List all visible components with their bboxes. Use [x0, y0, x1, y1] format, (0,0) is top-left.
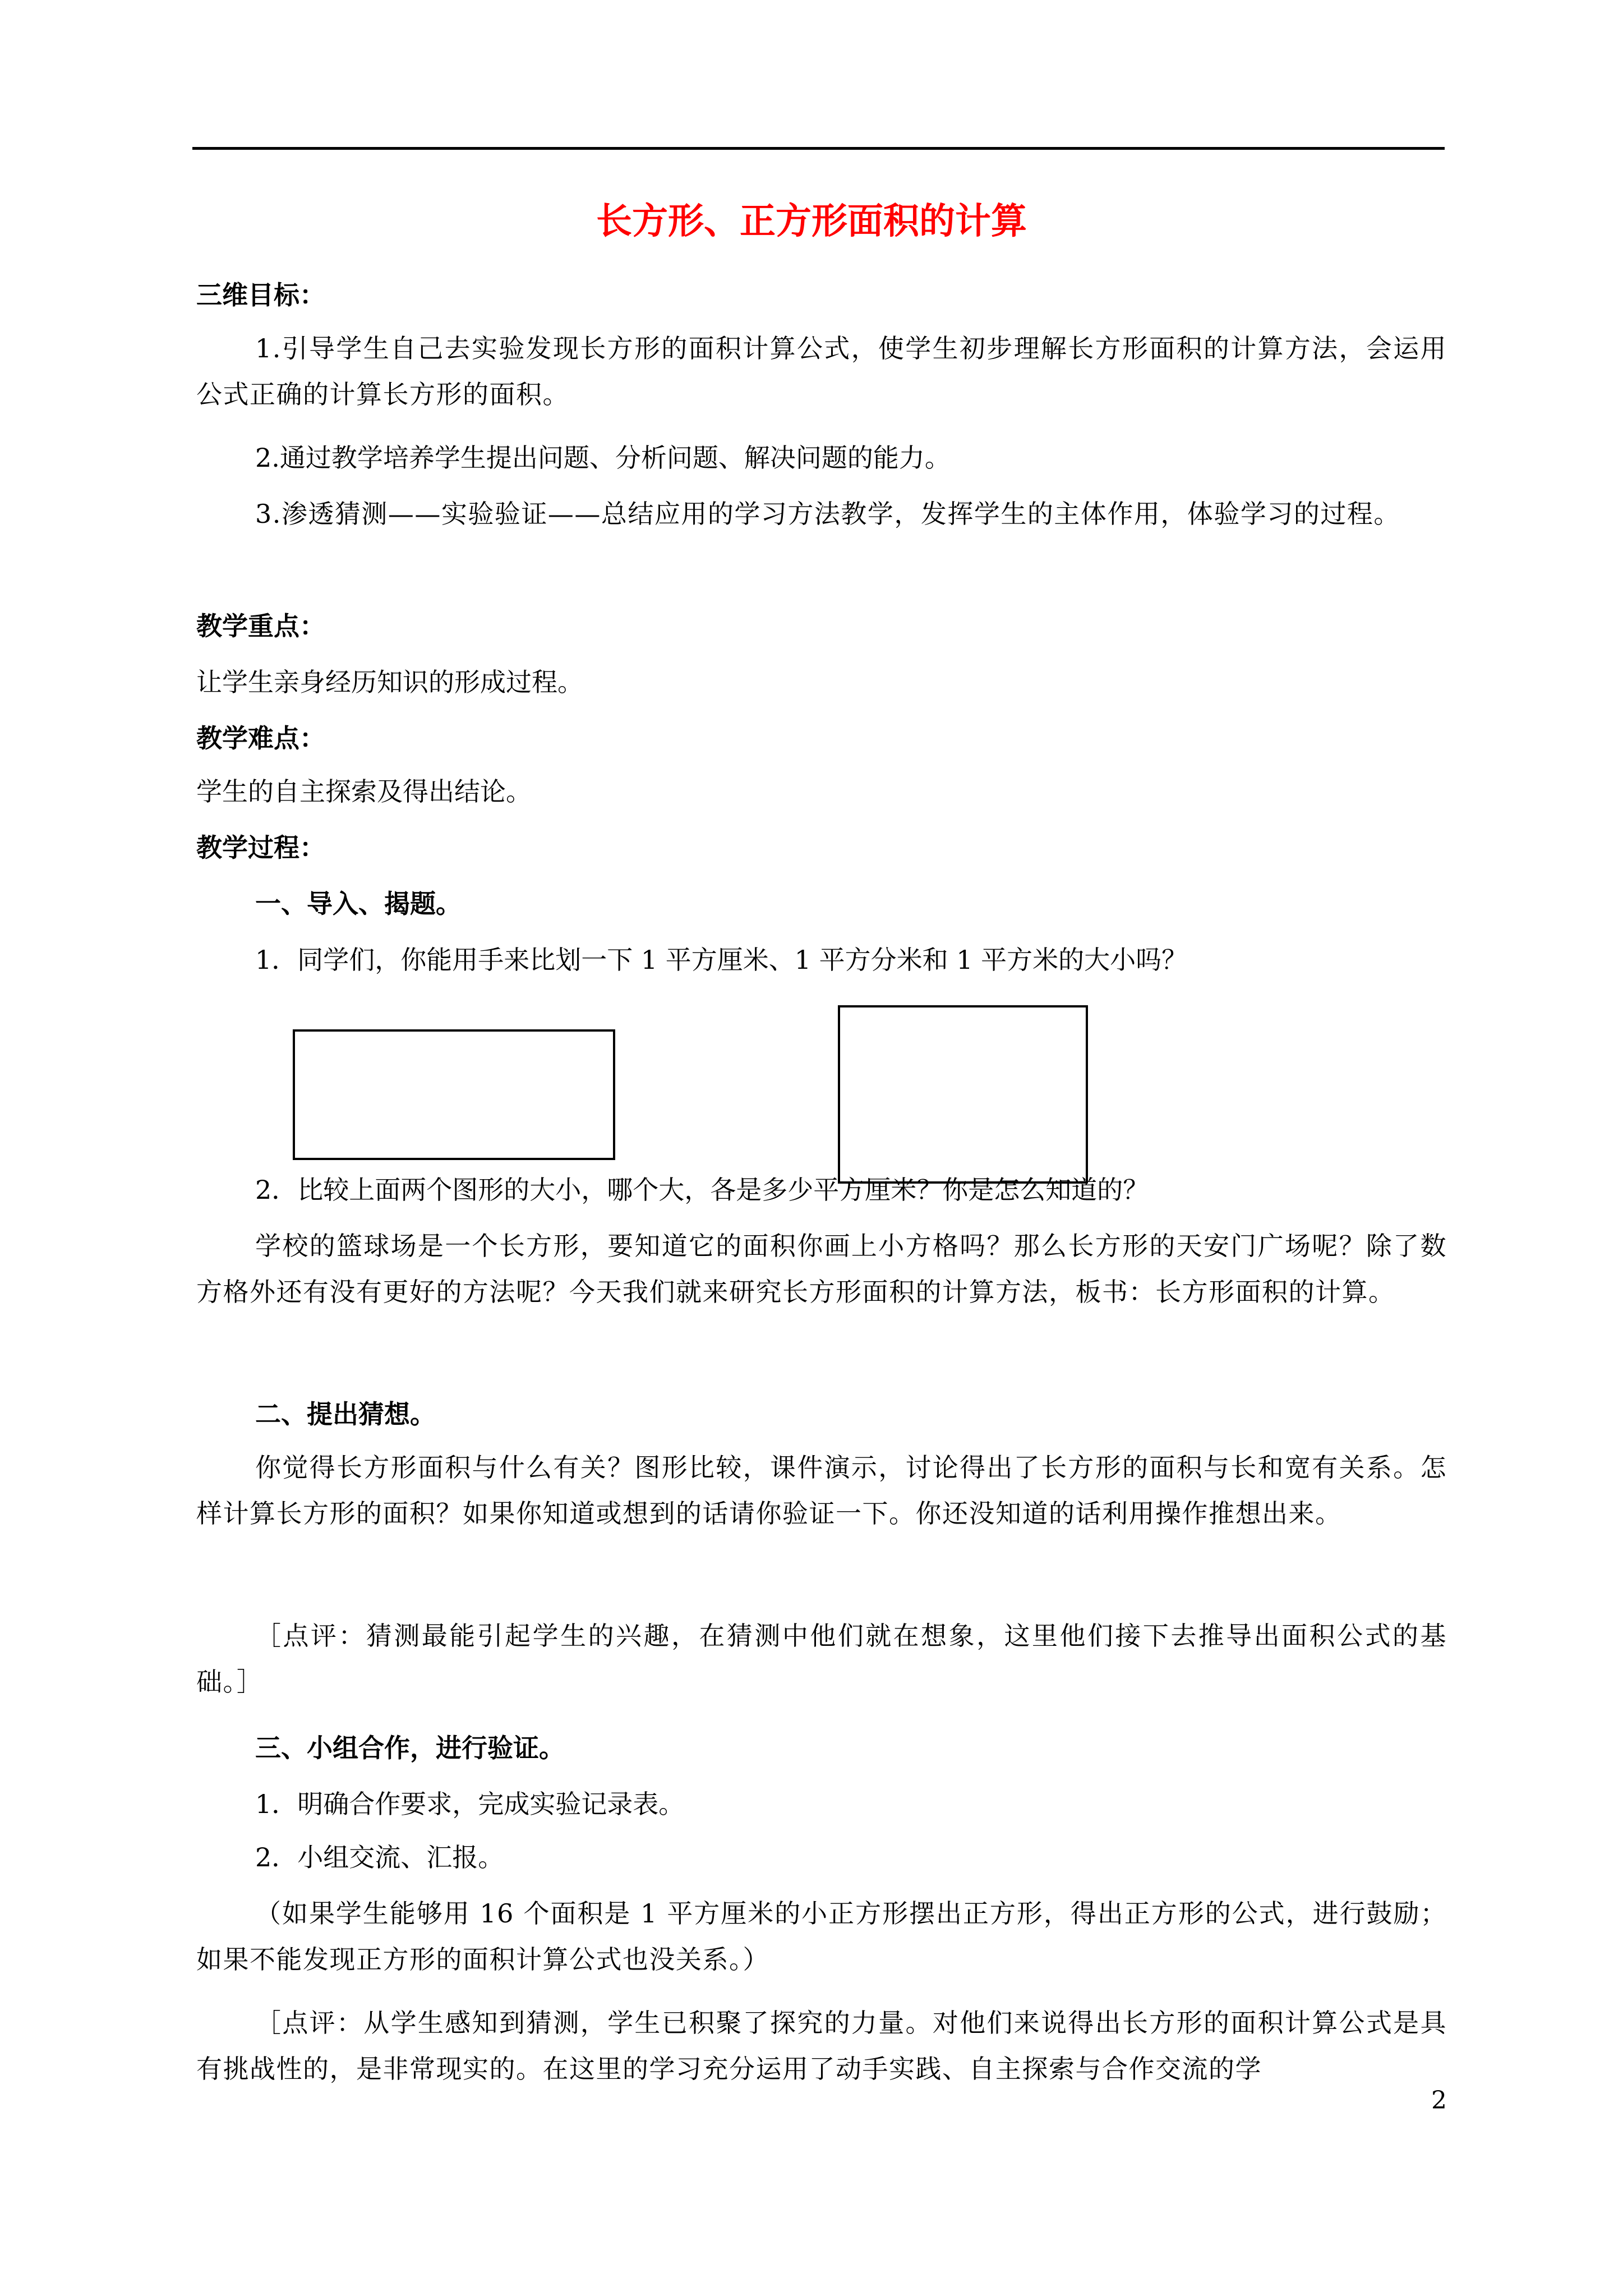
page-number: 2 — [1431, 2086, 1447, 2115]
difficulty-heading: 教学难点： — [196, 723, 325, 753]
difficulty-text: 学生的自主探索及得出结论。 — [196, 776, 532, 807]
section3-step-2: 2．小组交流、汇报。 — [255, 1842, 504, 1872]
section3-note: （如果学生能够用 16 个面积是 1 平方厘米的小正方形摆出正方形，得出正方形的公式，进行鼓励；如果不能发现正方形的面积计算公式也没关系。） — [196, 1898, 1447, 1975]
section2-heading: 二、提出猜想。 — [255, 1399, 436, 1429]
goal-item-2: 2.通过教学培养学生提出问题、分析问题、解决问题的能力。 — [255, 443, 951, 473]
section2-paragraph: 你觉得长方形面积与什么有关？图形比较，课件演示，讨论得出了长方形的面积与长和宽有关系。怎样计算长方形的面积？如果你知道或想到的话请你验证一下。你还没知道的话利用操作推想出来。 — [196, 1452, 1447, 1529]
key-point-heading: 教学重点： — [196, 611, 325, 641]
rectangle-figure — [293, 1029, 615, 1160]
section2-comment: ［点评：猜测最能引起学生的兴趣，在猜测中他们就在想象，这里他们接下去推导出面积公式的基础。］ — [196, 1621, 1447, 1697]
goal-item-1: 1.引导学生自己去实验发现长方形的面积计算公式，使学生初步理解长方形面积的计算方法，会运用公式正确的计算长方形的面积。 — [196, 333, 1447, 409]
key-point-text: 让学生亲身经历知识的形成过程。 — [196, 667, 583, 697]
header-rule — [192, 147, 1445, 150]
document-title: 长方形、正方形面积的计算 — [596, 200, 1027, 242]
section1-question-1: 1．同学们，你能用手来比划一下 1 平方厘米、1 平方分米和 1 平方米的大小吗？ — [255, 945, 1188, 975]
goal-item-3: 3.渗透猜测——实验验证——总结应用的学习方法教学，发挥学生的主体作用，体验学习的过程。 — [255, 499, 1400, 529]
section1-heading: 一、导入、揭题。 — [255, 889, 462, 919]
section3-comment: ［点评：从学生感知到猜测，学生已积聚了探究的力量。对他们来说得出长方形的面积计算公式是具有挑战性的，是非常现实的。在这里的学习充分运用了动手实践、自主探索与合作交流的学 — [196, 2008, 1447, 2084]
process-heading: 教学过程： — [196, 832, 325, 863]
goals-heading: 三维目标： — [196, 280, 325, 310]
section1-paragraph: 学校的篮球场是一个长方形，要知道它的面积你画上小方格吗？那么长方形的天安门广场呢？除了数方格外还有没有更好的方法呢？今天我们就来研究长方形面积的计算方法，板书：长方形面积的计算。 — [196, 1231, 1447, 1307]
square-figure — [838, 1005, 1088, 1184]
section1-question-2: 2．比较上面两个图形的大小，哪个大，各是多少平方厘米？你是怎么知道的？ — [255, 1175, 1149, 1205]
section3-step-1: 1．明确合作要求，完成实验记录表。 — [255, 1789, 685, 1819]
section3-heading: 三、小组合作，进行验证。 — [255, 1733, 565, 1763]
